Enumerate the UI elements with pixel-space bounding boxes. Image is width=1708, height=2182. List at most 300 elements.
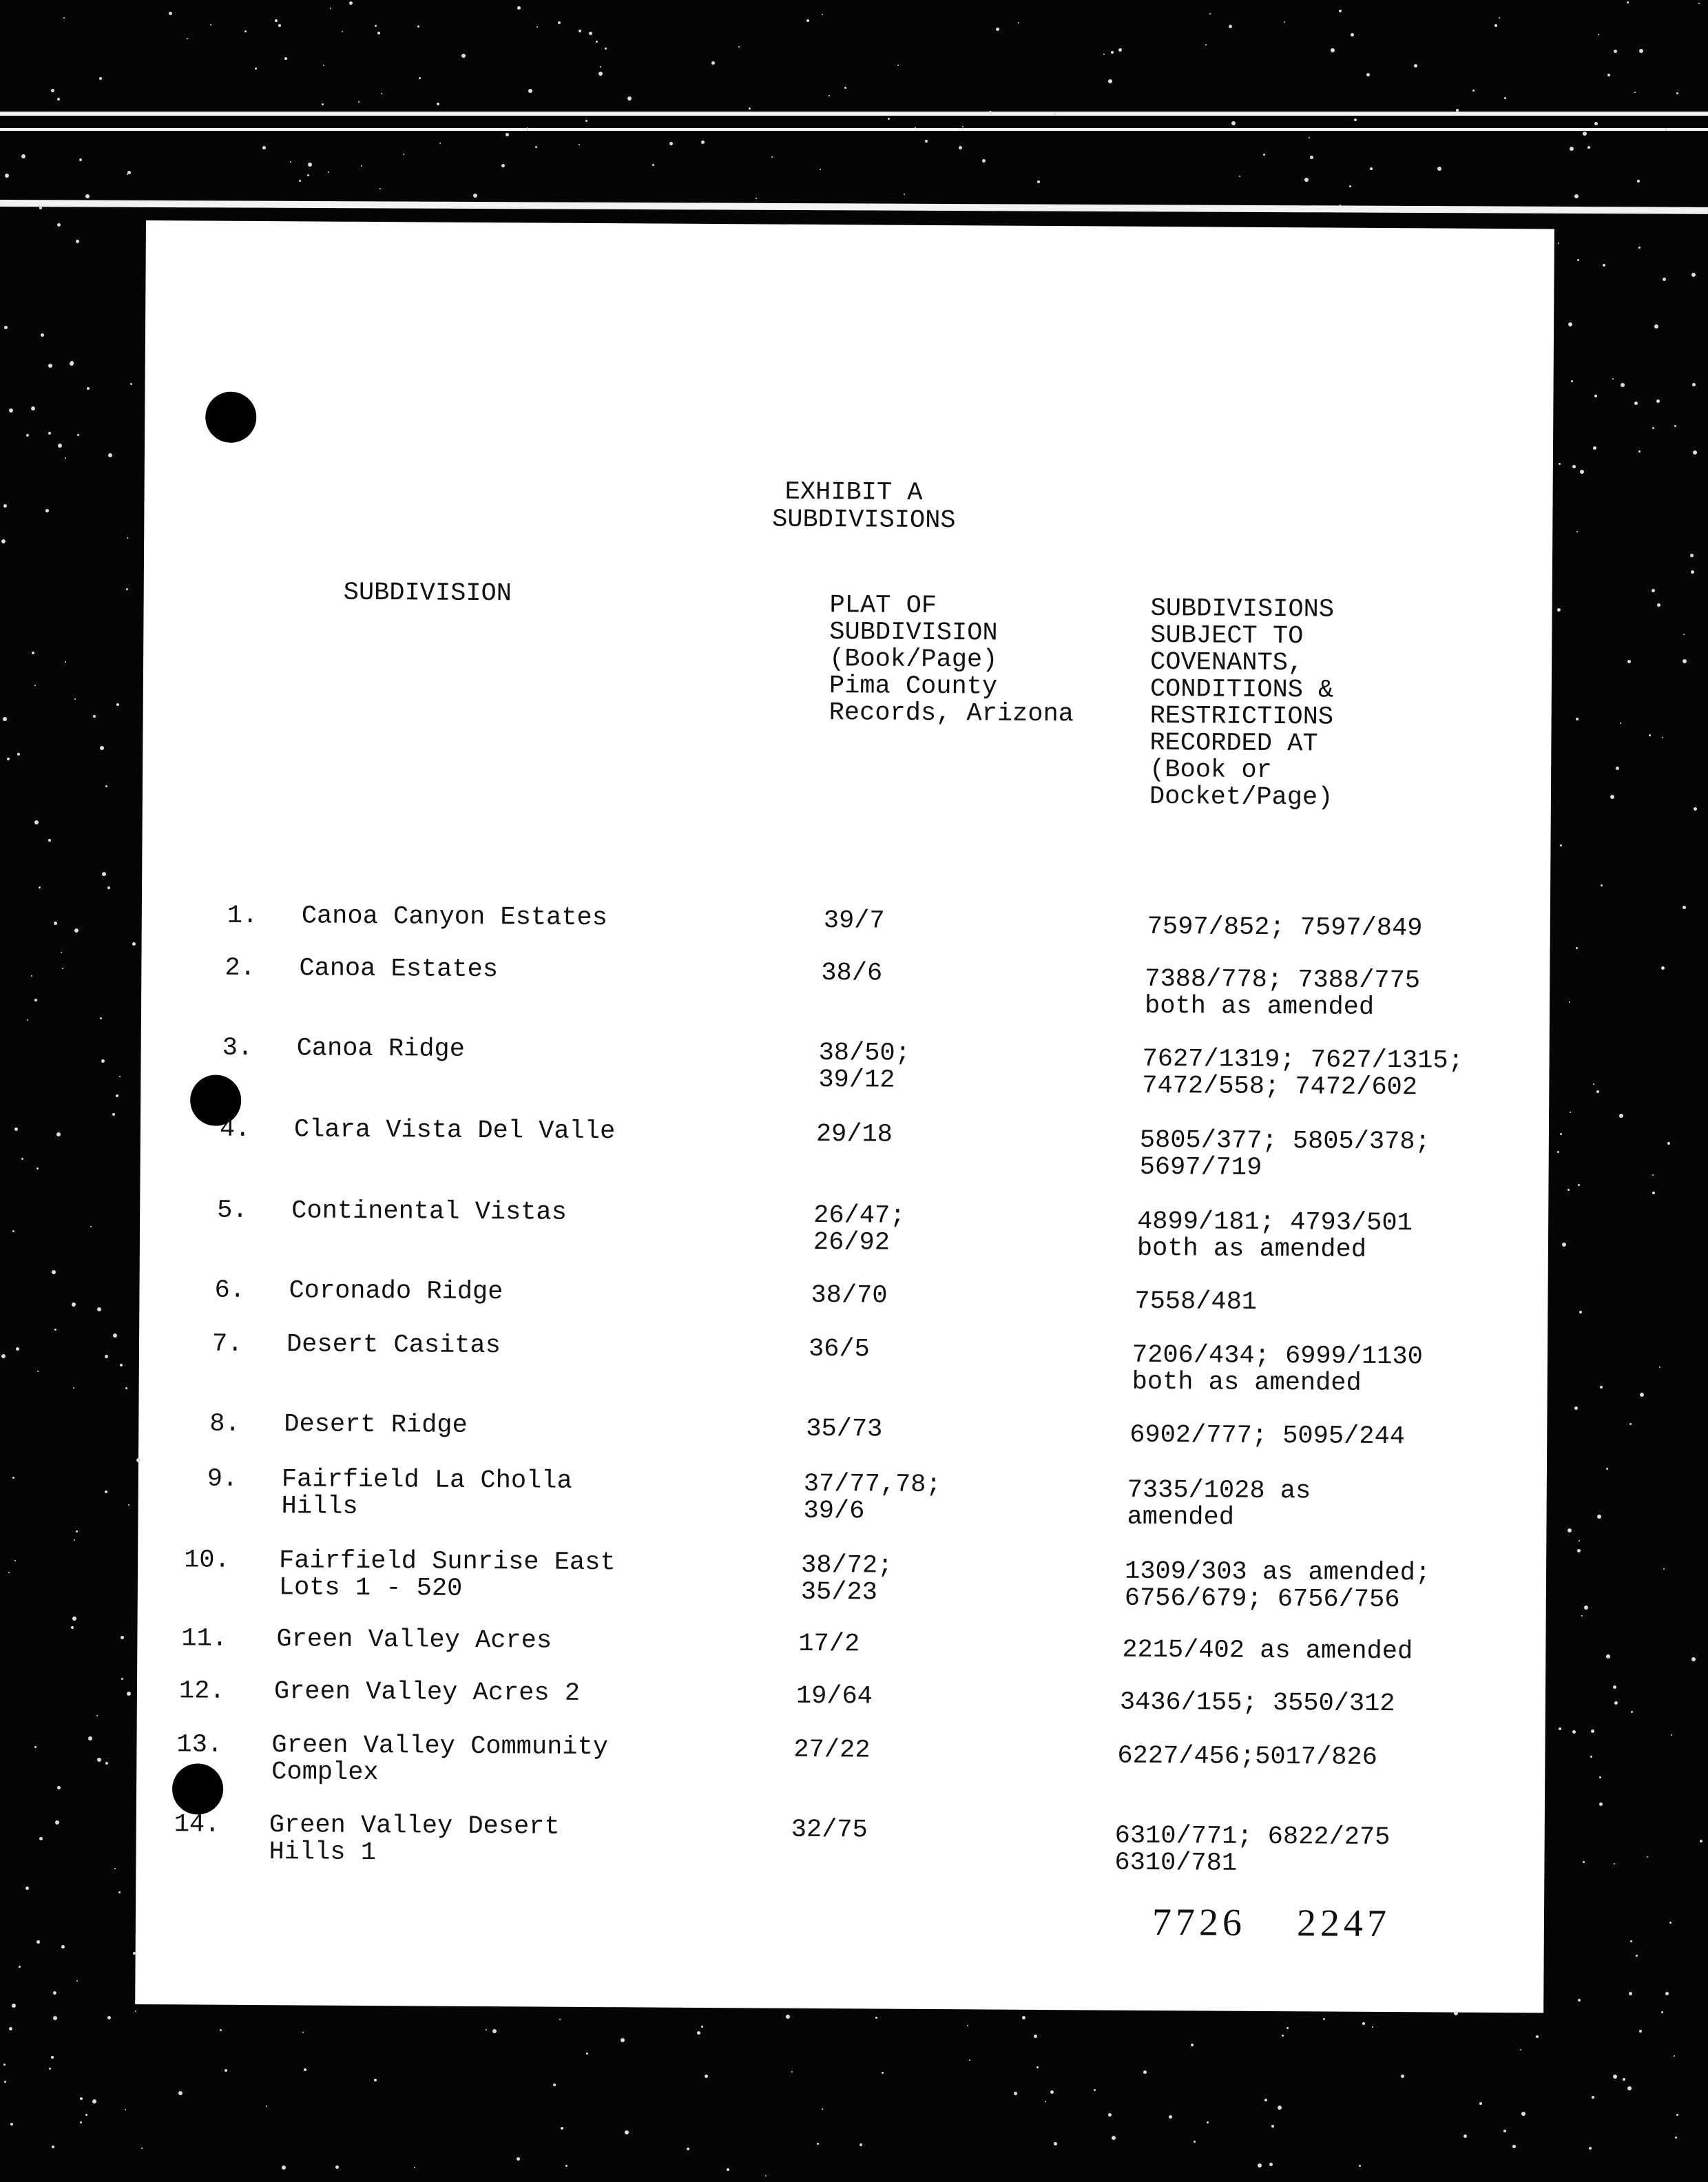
- scan-noise-speck: [1574, 194, 1579, 198]
- scan-noise-speck: [169, 12, 172, 15]
- scan-noise-speck: [1263, 154, 1265, 156]
- ccr-reference: 7597/852; 7597/849: [1147, 912, 1423, 944]
- scan-noise-speck: [1594, 395, 1597, 397]
- plat-reference: 19/64: [795, 1681, 873, 1712]
- scan-noise-speck: [1366, 73, 1370, 76]
- scan-noise-speck: [1191, 2044, 1194, 2046]
- scan-noise-speck: [1578, 1999, 1581, 2002]
- scan-noise-speck: [1054, 2142, 1057, 2145]
- scan-noise-speck: [756, 198, 757, 199]
- row-number: 1.: [227, 901, 258, 931]
- scan-noise-speck: [34, 999, 37, 1001]
- scan-noise-speck: [1606, 1654, 1610, 1659]
- scan-noise-speck: [1594, 122, 1598, 125]
- scan-noise-speck: [1619, 1114, 1623, 1118]
- scan-noise-speck: [308, 163, 312, 167]
- scan-noise-speck: [57, 98, 60, 101]
- scan-noise-speck: [299, 180, 301, 182]
- ccr-reference: both as amended: [1144, 991, 1375, 1022]
- scan-noise-speck: [806, 19, 809, 22]
- scan-noise-speck: [1094, 2089, 1096, 2091]
- scan-noise-speck: [210, 24, 211, 25]
- scan-noise-speck: [74, 1539, 75, 1541]
- row-number: 12.: [178, 1676, 225, 1706]
- scan-noise-speck: [54, 1329, 56, 1331]
- scan-noise-speck: [244, 30, 247, 32]
- scan-noise-speck: [9, 2027, 12, 2030]
- scan-noise-speck: [118, 1891, 121, 1893]
- scan-noise-speck: [506, 133, 509, 136]
- scan-noise-speck: [97, 1307, 101, 1311]
- scan-noise-speck: [1581, 1615, 1583, 1617]
- scan-noise-speck: [1323, 2018, 1325, 2020]
- scan-noise-speck: [1310, 156, 1313, 159]
- scan-noise-speck: [627, 96, 632, 101]
- scan-noise-speck: [1568, 1189, 1570, 1191]
- header-ccr-line: Docket/Page): [1149, 782, 1333, 813]
- scan-noise-speck: [1620, 723, 1621, 724]
- table-row: [140, 1196, 1548, 1265]
- scan-noise-speck: [1603, 264, 1605, 267]
- subdivision-name: Green Valley Acres 2: [273, 1677, 581, 1708]
- scan-noise-speck: [1576, 531, 1578, 532]
- scan-noise-speck: [959, 146, 962, 149]
- scan-noise-speck: [96, 1715, 98, 1716]
- scan-noise-speck: [1675, 2137, 1677, 2139]
- scan-noise-speck: [1536, 2035, 1539, 2038]
- scan-noise-speck: [32, 652, 34, 654]
- scan-noise-speck: [419, 77, 421, 79]
- scan-noise-speck: [330, 8, 331, 9]
- scan-noise-speck: [537, 26, 538, 28]
- scan-noise-speck: [107, 886, 110, 889]
- scan-noise-speck: [1640, 1393, 1644, 1397]
- scan-noise-speck: [605, 48, 607, 50]
- scan-noise-speck: [128, 1504, 129, 1506]
- scan-noise-speck: [381, 93, 382, 94]
- plat-reference: 17/2: [798, 1629, 860, 1659]
- scan-noise-speck: [4, 326, 8, 329]
- table-row: [138, 1411, 1547, 1474]
- scan-noise-speck: [1583, 132, 1587, 136]
- exhibit-title: EXHIBIT A: [784, 477, 923, 508]
- scan-noise-speck: [1464, 2134, 1467, 2138]
- plat-reference: 38/50;: [818, 1038, 910, 1068]
- subdivision-name: Coronado Ridge: [289, 1276, 503, 1307]
- scan-noise-speck: [1437, 167, 1441, 171]
- scan-noise-speck: [113, 1333, 117, 1338]
- scan-noise-speck: [136, 1458, 140, 1462]
- scan-noise-speck: [1351, 33, 1354, 37]
- scan-noise-speck: [1560, 1133, 1562, 1135]
- scan-noise-speck: [114, 1868, 116, 1869]
- subdivision-name: Clara Vista Del Valle: [293, 1115, 616, 1147]
- scan-noise-speck: [1, 1354, 6, 1358]
- scan-noise-speck: [1577, 259, 1579, 261]
- row-number: 3.: [222, 1033, 253, 1063]
- scan-noise-speck: [37, 1167, 39, 1170]
- scan-noise-speck: [48, 432, 51, 435]
- scan-noise-speck: [62, 968, 63, 969]
- scan-noise-speck: [1278, 2106, 1282, 2110]
- scan-noise-speck: [822, 2108, 823, 2110]
- scan-noise-speck: [1584, 1606, 1588, 1610]
- scan-noise-speck: [105, 1490, 107, 1493]
- scan-noise-speck: [85, 194, 90, 198]
- scan-noise-speck: [58, 444, 62, 448]
- scan-noise-speck: [1662, 737, 1663, 738]
- scan-noise-speck: [417, 25, 419, 28]
- scan-noise-speck: [1401, 2075, 1404, 2078]
- scan-noise-speck: [585, 120, 587, 122]
- row-number: 2.: [225, 953, 256, 983]
- scan-noise-speck: [697, 2031, 700, 2035]
- scan-noise-speck: [1623, 2078, 1625, 2081]
- scan-noise-speck: [74, 698, 76, 700]
- scan-noise-speck: [127, 1692, 131, 1696]
- scan-noise-speck: [1639, 49, 1643, 53]
- plat-reference: 32/75: [791, 1815, 868, 1845]
- scan-noise-speck: [1593, 1083, 1594, 1085]
- subdivision-name: Hills: [281, 1492, 358, 1521]
- scan-noise-speck: [1669, 1922, 1671, 1924]
- scan-noise-speck: [187, 38, 188, 39]
- scan-noise-speck: [1663, 278, 1666, 281]
- subdivision-name: Green Valley Desert: [269, 1811, 560, 1842]
- scan-noise-speck: [535, 146, 537, 148]
- ccr-reference: 7335/1028 as: [1127, 1475, 1311, 1506]
- scan-noise-speck: [1657, 603, 1660, 607]
- scan-noise-speck: [1258, 2163, 1262, 2168]
- scan-edge-line-top: [0, 112, 1708, 116]
- scan-noise-speck: [1362, 2022, 1365, 2025]
- scan-noise-speck: [888, 118, 890, 120]
- scan-noise-speck: [1656, 399, 1660, 403]
- scan-noise-speck: [1169, 2115, 1172, 2119]
- row-number: 5.: [217, 1196, 248, 1225]
- scan-noise-speck: [1454, 2011, 1458, 2015]
- scan-noise-speck: [1231, 121, 1236, 125]
- scan-noise-speck: [125, 1387, 127, 1389]
- scan-noise-speck: [290, 161, 291, 163]
- scan-noise-speck: [1636, 1955, 1638, 1957]
- scan-noise-speck: [73, 1387, 74, 1389]
- ccr-reference: both as amended: [1132, 1367, 1362, 1398]
- subdivision-name: Desert Ridge: [284, 1410, 468, 1440]
- scan-noise-speck: [255, 67, 257, 70]
- scan-noise-speck: [1309, 137, 1310, 138]
- scan-noise-speck: [61, 1945, 65, 1949]
- scan-noise-speck: [1652, 427, 1654, 429]
- scan-noise-speck: [517, 2157, 520, 2161]
- scan-noise-speck: [1269, 2163, 1273, 2166]
- header-ccr-line: CONDITIONS &: [1149, 674, 1334, 705]
- scan-noise-speck: [119, 1076, 121, 1077]
- scan-noise-speck: [1690, 554, 1694, 557]
- scan-noise-speck: [558, 21, 561, 24]
- scan-noise-speck: [996, 28, 999, 31]
- scan-noise-speck: [1600, 1386, 1603, 1389]
- scan-noise-speck: [16, 1347, 19, 1351]
- scan-noise-speck: [904, 194, 905, 195]
- scan-noise-speck: [1627, 2086, 1632, 2090]
- scan-noise-speck: [34, 685, 36, 686]
- row-number: 9.: [207, 1464, 238, 1494]
- scan-noise-speck: [3, 717, 7, 721]
- scan-noise-speck: [21, 154, 25, 158]
- table-row: [139, 1329, 1548, 1398]
- table-row: [136, 1732, 1545, 1795]
- scan-noise-speck: [93, 715, 96, 718]
- scan-noise-speck: [1118, 48, 1122, 52]
- scan-noise-speck: [414, 2167, 415, 2168]
- scan-noise-speck: [1676, 92, 1678, 94]
- scan-noise-speck: [178, 2091, 183, 2095]
- ccr-reference: 6310/771; 6822/275: [1114, 1821, 1391, 1853]
- scan-noise-speck: [1591, 1729, 1594, 1733]
- scan-noise-speck: [71, 1626, 74, 1629]
- scan-noise-speck: [403, 154, 404, 155]
- subdivision-name: Canoa Canyon Estates: [301, 902, 608, 933]
- scan-noise-speck: [57, 223, 61, 227]
- scan-noise-speck: [1282, 2035, 1284, 2037]
- plat-reference: 39/7: [823, 906, 885, 936]
- scan-noise-speck: [65, 457, 66, 459]
- scan-noise-speck: [1634, 92, 1636, 93]
- scan-noise-speck: [92, 2099, 96, 2103]
- scan-noise-speck: [844, 87, 846, 89]
- scan-noise-speck: [87, 387, 90, 390]
- scan-noise-speck: [48, 364, 52, 368]
- scan-noise-speck: [26, 434, 29, 437]
- ccr-reference: 1309/303 as amended;: [1124, 1557, 1431, 1588]
- table-row: [140, 1114, 1549, 1183]
- scan-noise-speck: [323, 65, 324, 66]
- punch-hole-top: [205, 392, 256, 443]
- scan-noise-speck: [1574, 1406, 1578, 1410]
- scan-noise-speck: [80, 2097, 83, 2100]
- scan-noise-speck: [302, 2032, 304, 2033]
- scan-noise-speck: [1239, 176, 1240, 177]
- plat-reference: 26/92: [813, 1227, 891, 1258]
- scan-noise-speck: [989, 111, 992, 114]
- scan-noise-speck: [55, 1820, 59, 1825]
- scan-noise-speck: [517, 6, 521, 10]
- row-number: 14.: [174, 1810, 220, 1840]
- scan-noise-speck: [1045, 2101, 1046, 2102]
- scan-noise-speck: [1634, 402, 1638, 405]
- scan-noise-speck: [1572, 465, 1576, 468]
- scan-noise-speck: [51, 89, 54, 92]
- scan-noise-speck: [1143, 2070, 1147, 2074]
- scan-noise-speck: [76, 1530, 78, 1532]
- table-row: [138, 1546, 1546, 1615]
- scan-noise-speck: [49, 2068, 51, 2070]
- scan-noise-speck: [1683, 906, 1686, 909]
- scan-noise-speck: [375, 25, 377, 27]
- scan-noise-speck: [1597, 1515, 1601, 1519]
- scan-noise-speck: [1652, 589, 1655, 592]
- scan-noise-speck: [25, 1887, 29, 1890]
- scan-noise-speck: [1691, 273, 1696, 277]
- scan-noise-speck: [377, 32, 380, 34]
- scan-noise-speck: [1037, 180, 1040, 183]
- scan-noise-speck: [1304, 178, 1309, 182]
- row-number: 4.: [219, 1114, 251, 1144]
- subdivision-name: Complex: [271, 1758, 379, 1788]
- scan-noise-speck: [1698, 3, 1700, 4]
- scan-noise-speck: [1205, 44, 1207, 45]
- scan-noise-speck: [1014, 2092, 1017, 2095]
- scan-noise-speck: [1694, 807, 1697, 811]
- scan-noise-speck: [1621, 383, 1625, 387]
- scan-noise-speck: [56, 1132, 61, 1136]
- document-page: [135, 220, 1554, 2013]
- scan-noise-speck: [586, 2053, 588, 2055]
- scan-noise-speck: [1693, 450, 1697, 455]
- scan-noise-speck: [358, 101, 360, 103]
- recording-stamp-book: 7726: [1152, 1900, 1247, 1944]
- scan-noise-speck: [37, 1371, 39, 1372]
- table-row: [140, 1033, 1549, 1103]
- ccr-reference: 2215/402 as amended: [1122, 1635, 1413, 1667]
- scan-noise-speck: [625, 2130, 629, 2134]
- header-plat-line: Pima County: [829, 672, 998, 702]
- scan-noise-speck: [88, 1736, 92, 1741]
- scan-noise-speck: [100, 746, 104, 750]
- scan-noise-speck: [10, 2123, 13, 2126]
- scan-noise-speck: [528, 89, 532, 93]
- scan-noise-speck: [1676, 2114, 1678, 2116]
- scan-noise-speck: [1034, 2035, 1037, 2038]
- ccr-reference: 6227/456;5017/826: [1117, 1741, 1377, 1772]
- scan-noise-speck: [897, 65, 899, 66]
- ccr-reference: 3436/155; 3550/312: [1119, 1687, 1395, 1719]
- scan-noise-speck: [1472, 90, 1475, 92]
- scan-noise-speck: [1606, 1468, 1608, 1470]
- scan-noise-speck: [1691, 570, 1694, 574]
- scan-noise-speck: [1558, 242, 1559, 244]
- scan-noise-speck: [112, 1113, 115, 1116]
- scan-noise-speck: [439, 143, 441, 144]
- scan-noise-speck: [1557, 608, 1561, 612]
- scan-noise-speck: [225, 2069, 227, 2072]
- scan-noise-speck: [76, 1980, 78, 1982]
- scan-noise-speck: [1572, 1730, 1576, 1734]
- scan-noise-speck: [669, 142, 673, 145]
- row-number: 6.: [214, 1276, 246, 1305]
- ccr-reference: both as amended: [1136, 1234, 1367, 1265]
- scan-noise-speck: [492, 2029, 497, 2033]
- subdivision-name: Desert Casitas: [286, 1330, 501, 1361]
- scan-noise-speck: [829, 95, 830, 96]
- scan-noise-speck: [1018, 22, 1019, 23]
- plat-reference: 35/23: [800, 1577, 878, 1608]
- ccr-reference: 6756/679; 6756/756: [1124, 1583, 1400, 1615]
- scan-noise-speck: [39, 1837, 43, 1840]
- plat-reference: 37/77,78;: [803, 1469, 941, 1500]
- ccr-reference: amended: [1127, 1502, 1235, 1532]
- subdivision-name: Fairfield La Cholla: [281, 1465, 572, 1496]
- scan-noise-speck: [72, 1302, 76, 1307]
- scan-noise-speck: [1592, 2096, 1594, 2099]
- scan-noise-speck: [1579, 1311, 1582, 1313]
- scan-noise-speck: [120, 1364, 123, 1367]
- scan-noise-speck: [135, 2010, 136, 2012]
- scan-noise-speck: [1627, 660, 1631, 663]
- scan-noise-speck: [76, 240, 79, 243]
- scan-noise-speck: [61, 952, 62, 953]
- scan-noise-speck: [121, 1636, 124, 1639]
- scan-noise-speck: [77, 434, 79, 436]
- scan-noise-speck: [1111, 51, 1114, 54]
- scan-noise-speck: [1194, 2141, 1196, 2143]
- ccr-reference: 7558/481: [1134, 1287, 1258, 1317]
- scan-noise-speck: [749, 107, 751, 110]
- exhibit-subtitle: SUBDIVISIONS: [771, 505, 956, 536]
- scan-noise-speck: [652, 164, 654, 166]
- scan-noise-speck: [1638, 450, 1641, 453]
- scan-noise-speck: [1108, 2113, 1112, 2117]
- scan-noise-speck: [379, 188, 381, 189]
- scan-noise-speck: [79, 158, 82, 161]
- scan-noise-speck: [8, 1572, 10, 1573]
- scan-noise-speck: [969, 2059, 970, 2061]
- header-ccr-line: RESTRICTIONS: [1149, 701, 1334, 732]
- scan-noise-speck: [1665, 129, 1667, 131]
- header-plat-line: (Book/Page): [829, 645, 998, 675]
- scan-noise-speck: [1607, 74, 1610, 76]
- scan-noise-speck: [817, 2143, 819, 2145]
- scan-noise-speck: [108, 453, 112, 457]
- scan-noise-speck: [1612, 378, 1614, 380]
- scan-noise-speck: [105, 1762, 108, 1765]
- scan-noise-speck: [1557, 1151, 1559, 1153]
- scan-noise-speck: [1587, 146, 1590, 149]
- scan-noise-speck: [41, 333, 44, 337]
- subdivision-name: Canoa Estates: [299, 954, 499, 985]
- scan-noise-speck: [1613, 1685, 1616, 1689]
- scan-noise-speck: [63, 17, 65, 19]
- scan-noise-speck: [967, 2025, 968, 2026]
- scan-noise-speck: [1659, 1367, 1660, 1368]
- scan-noise-speck: [7, 758, 10, 760]
- scan-noise-speck: [875, 2017, 877, 2019]
- scan-noise-speck: [1576, 947, 1578, 949]
- scan-noise-speck: [1494, 24, 1497, 27]
- scan-noise-speck: [1663, 1568, 1665, 1570]
- subdivision-name: Lots 1 - 520: [278, 1573, 463, 1603]
- scan-noise-speck: [31, 406, 35, 411]
- scan-noise-speck: [105, 785, 107, 787]
- scan-noise-speck: [1629, 1992, 1632, 1995]
- ccr-reference: 7472/558; 7472/602: [1142, 1071, 1418, 1103]
- scan-noise-speck: [53, 2016, 57, 2020]
- scan-noise-speck: [1649, 734, 1651, 736]
- scan-noise-speck: [579, 144, 580, 145]
- scan-noise-speck: [1579, 1540, 1580, 1541]
- header-subdivision: SUBDIVISION: [343, 578, 512, 609]
- subdivision-name: Green Valley Community: [271, 1731, 609, 1763]
- table-row: [136, 1810, 1544, 1878]
- scan-noise-speck: [1022, 2016, 1025, 2019]
- scan-noise-speck: [57, 1786, 61, 1789]
- scan-noise-speck: [126, 588, 128, 590]
- scan-noise-speck: [374, 2079, 377, 2081]
- scan-noise-speck: [1583, 1861, 1585, 1863]
- scan-noise-speck: [461, 54, 466, 58]
- scan-noise-speck: [1354, 118, 1357, 121]
